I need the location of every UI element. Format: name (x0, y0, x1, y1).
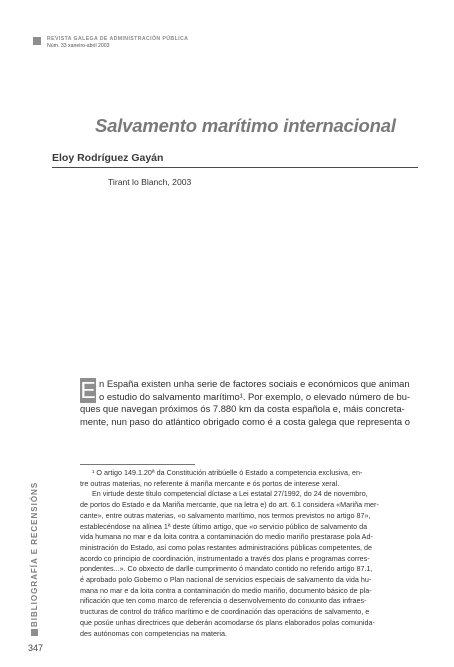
header-square (33, 37, 41, 45)
body-paragraph (80, 378, 418, 429)
footnote-line: cante», entre outras materias, «o salvamento marítimo, nos termos previstos no artigo 87», (80, 510, 371, 520)
section-label: BIBLIOGRAFÍA E RECENSIÓNS (30, 481, 39, 627)
issue-info: Núm. 33 xaneiro-abril 2003 (47, 43, 110, 49)
body-line: o estudio do salvamento marítimo¹. Por exemplo, o elevado número de bu- (99, 390, 411, 402)
journal-name: REVISTA GALEGA DE ADMINISTRACIÓN PÚBLICA (47, 36, 189, 42)
footnote-line: des autónomas con competencias na materia. (80, 628, 228, 638)
footnote-line: establecéndose na alínea 1ª deste último artigo, que «o servicio público de salvamento da (80, 521, 368, 531)
publisher-info: Tirant lo Blanch, 2003 (108, 177, 192, 187)
footnote-line: vida humana no mar e da loita contra a contaminación do medio mariño prestarase pola Ad- (80, 532, 373, 542)
footnote-line: mana no mar e da loita contra a contaminación do medio mariño, documento básico de pla- (80, 585, 372, 595)
footnote-line: ministración do Estado, así como polas restantes administracións públicas competentes, de (80, 542, 373, 552)
footnote-line: tre outras materias, no referente á mariña mercante e ós portos de interese xeral. (80, 478, 340, 488)
footnote-line: que posúe unhas directrices que deberán acomodarse ós plans elaborados polas comunida- (80, 617, 375, 627)
section-square (31, 629, 38, 636)
footnote-line: nificación que ten como marco de referencia o desenvolvemento do conxunto das infraes- (80, 596, 367, 606)
footnote-line: de portos do Estado e da Mariña mercante, que na letra e) do art. 6.1 considera «Mariña mer- (80, 500, 379, 510)
review-title: Salvamento marítimo internacional (95, 115, 396, 136)
footnote-line: ¹ O artigo 149.1.20ª da Constitución atribúelle ó Estado a competencia exclusiva, en- (92, 468, 363, 477)
author-name: Eloy Rodríguez Gayán (52, 152, 164, 164)
footnote-line: é aprobado polo Goberno o Plan nacional de servicios especiais de salvamento da vida hu- (80, 575, 372, 585)
footnote-line: En virtude deste título competencial díctase a Lei estatal 27/1992, do 24 de novembro, (92, 489, 368, 499)
footnote-divider (80, 464, 195, 465)
body-line: n España existen unha serie de factores sociais e económicos que animan (99, 378, 410, 389)
footnote (80, 468, 418, 639)
footnote-line: pondentes...». Co obxecto de darlle cumprimento ó mandato contido no referido artigo 87.1, (80, 564, 373, 574)
page-number: 347 (28, 643, 44, 653)
drop-cap: E (80, 377, 96, 403)
footnote-line: acordo co principio de coordinación, instrumentado a través dos plans e programas corres- (80, 553, 370, 563)
title-divider (52, 167, 418, 168)
footnote-line: tructuras de control do tráfico marítimo e de coordinación das operacións de salvamento, e (80, 607, 370, 617)
body-line: ques que navegan próximos ós 7.880 km da costa española e, máis concreta- (80, 403, 405, 415)
body-line: mente, nun paso do atlántico obrigado como é a costa galega que representa o (80, 416, 410, 428)
